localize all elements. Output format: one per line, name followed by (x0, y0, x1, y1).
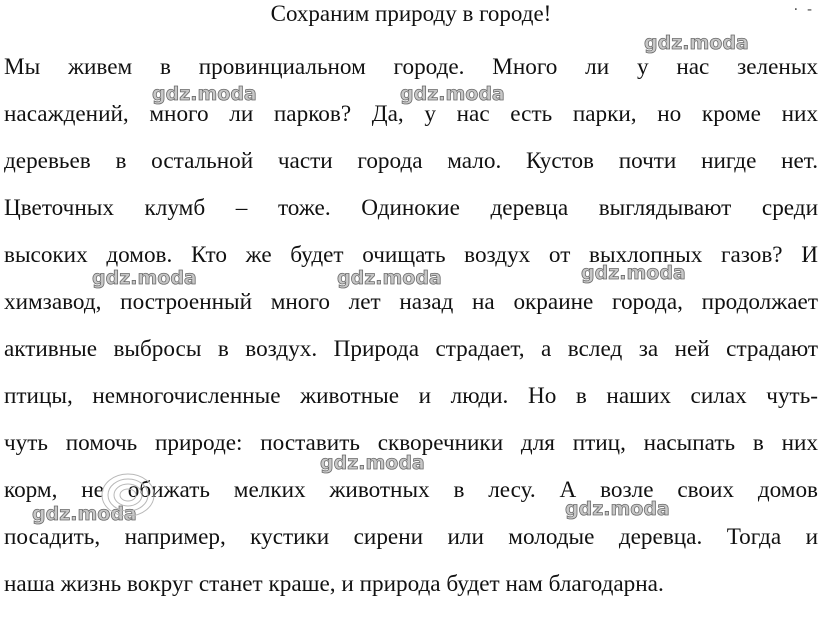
watermark: gdz.moda (32, 503, 137, 525)
text-line: активные выбросы в воздух. Природа страдает, а вслед за ней страдают (4, 336, 818, 362)
text-line: Мы живем в провинциальном городе. Много ли у нас зеленых (4, 54, 818, 80)
watermark: gdz.moda (320, 452, 425, 474)
text-line: высоких домов. Кто же будет очищать воздух от выхлопных газов? И (4, 242, 818, 268)
text-line: насаждений, много ли парков? Да, у нас есть парки, но кроме них (4, 101, 818, 127)
text-line: чуть помочь природе: поставить скворечники для птиц, насыпать в них (4, 430, 818, 456)
corner-mark: · - (793, 2, 812, 18)
watermark-swirl-graphic (98, 470, 158, 520)
text-line: химзавод, построенный много лет назад на окраине города, продолжает (4, 289, 818, 315)
text-line: птицы, немногочисленные животные и люди. Но в наших силах чуть- (4, 383, 818, 409)
watermark: gdz.moda (565, 498, 670, 520)
watermark: gdz.moda (644, 32, 749, 54)
document-body (4, 50, 818, 614)
watermark: gdz.moda (337, 267, 442, 289)
watermark: gdz.moda (400, 83, 505, 105)
text-line: посадить, например, кустики сирени или молодые деревца. Тогда и (4, 524, 818, 550)
text-line: корм, не обижать мелких животных в лесу. А возле своих домов (4, 477, 818, 503)
watermark: gdz.moda (92, 267, 197, 289)
document-title: Сохраним природу в городе! (270, 1, 552, 26)
text-line: наша жизнь вокруг станет краше, и природа будет нам благодарна. (4, 571, 664, 597)
text-line: Цветочных клумб – тоже. Одинокие деревца выглядывают среди (4, 195, 818, 221)
watermark: gdz.moda (581, 262, 686, 284)
watermark: gdz.moda (152, 83, 257, 105)
text-line: деревьев в остальной части города мало. Кустов почти нигде нет. (4, 148, 818, 174)
